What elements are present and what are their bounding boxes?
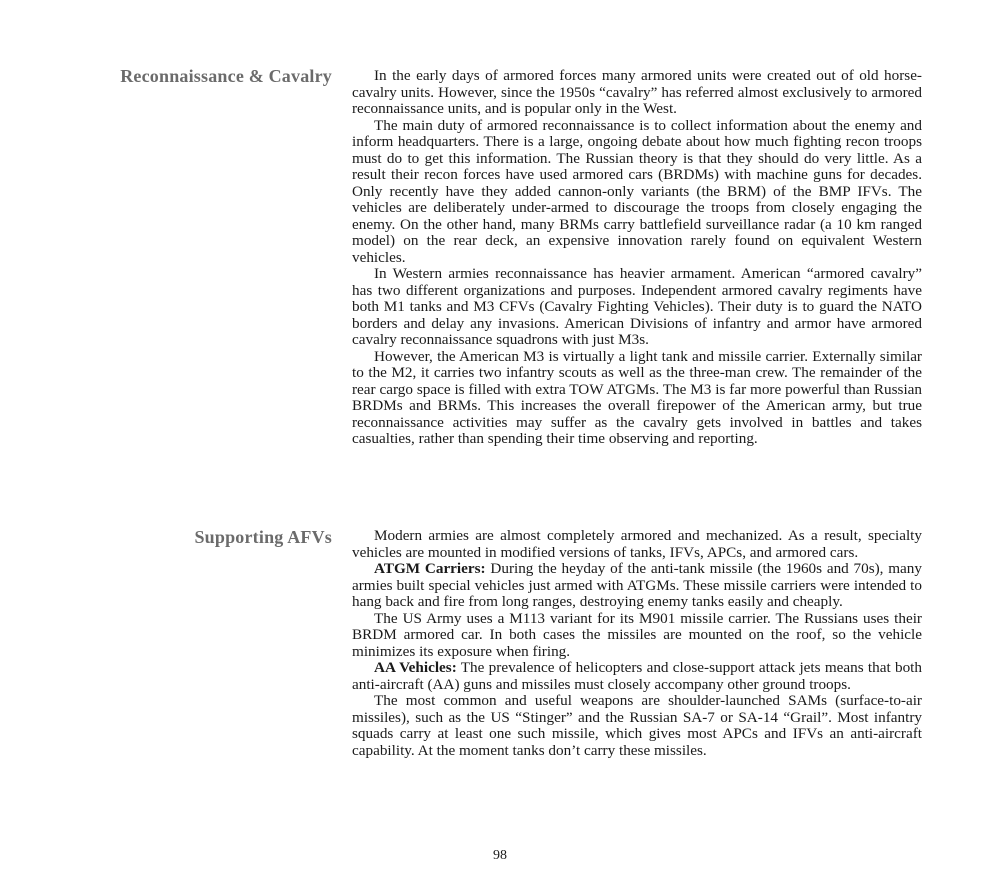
paragraph — [352, 68, 922, 118]
paragraph — [352, 528, 922, 561]
paragraph-text: In the early days of armored forces many armored units were created out of old horse-cavalry units. However, since the 1950s “cavalry” has referred almost exclusively to armored reconnaissance units, and is popular only in the West. — [352, 67, 922, 117]
paragraph — [352, 561, 922, 611]
section-body-reconnaissance — [352, 68, 922, 448]
paragraph — [352, 693, 922, 759]
paragraph — [352, 660, 922, 693]
paragraph-text: During the heyday of the anti-tank missile (the 1960s and 70s), many armies built special vehicles just armed with ATGMs. These missile carriers were intended to hang back and fire from long ranges, destroying enemy tanks easily and cheaply. — [352, 560, 922, 610]
paragraph-lead: AA Vehicles: — [374, 659, 457, 676]
paragraph-text: The prevalence of helicopters and close-support attack jets means that both anti-aircraft (AA) guns and missiles must closely accompany other ground troops. — [352, 659, 922, 693]
page-number: 98 — [493, 848, 507, 863]
section-heading-reconnaissance: Reconnaissance & Cavalry — [120, 66, 332, 86]
section-body-supporting-afvs — [352, 528, 922, 759]
paragraph — [352, 349, 922, 448]
paragraph — [352, 266, 922, 349]
paragraph-text: However, the American M3 is virtually a light tank and missile carrier. Externally similar to the M2, it carries two infantry scouts as well as the three-man crew. The remainder of the rear cargo space is filled with extra TOW ATGMs. The M3 is far more powerful than Russian BRDMs and BRMs. This increases the overall firepower of the American army, but true reconnaissance activities may suffer as the cavalry gets involved in battles and takes casualties, rather than spending their time observing and reporting. — [352, 347, 922, 447]
paragraph-text: The main duty of armored reconnaissance is to collect information about the enemy and inform headquarters. There is a large, ongoing debate about how much fighting recon troops must do to get this information. The Russian theory is that they should do very little. As a result their recon forces have used armored cars (BRDMs) with machine guns for decades. Only recently have they added cannon-only variants (the BRM) of the BMP IFVs. The vehicles are deliberately under-armed to discourage the troops from closely engaging the enemy. On the other hand, many BRMs carry battlefield surveillance radar (a 10 km ranged model) on the rear deck, an expensive innovation rarely found on equivalent Western vehicles. — [352, 116, 922, 266]
section-heading-supporting-afvs: Supporting AFVs — [194, 527, 332, 547]
paragraph-text: Modern armies are almost completely armored and mechanized. As a result, specialty vehicles are mounted in modified versions of tanks, IFVs, APCs, and armored cars. — [352, 527, 922, 561]
paragraph-text: In Western armies reconnaissance has heavier armament. American “armored cavalry” has two different organizations and purposes. Independent armored cavalry regiments have both M1 tanks and M3 CFVs (Cavalry Fighting Vehicles). Their duty is to guard the NATO borders and delay any invasions. American Divisions of infantry and armor have armored cavalry reconnaissance squadrons with just M3s. — [352, 265, 922, 348]
paragraph-text: The US Army uses a M113 variant for its M901 missile carrier. The Russians uses their BRDM armored car. In both cases the missiles are mounted on the roof, so the vehicle minimizes its exposure when firing. — [352, 609, 922, 660]
paragraph-text: The most common and useful weapons are shoulder-launched SAMs (surface-to-air missiles), such as the US “Stinger” and the Russian SA-7 or SA-14 “Grail”. Most infantry squads carry at least one such missile, which gives most APCs and IFVs an anti-aircraft capability. At the moment tanks don’t carry these missiles. — [352, 692, 922, 759]
paragraph — [352, 118, 922, 267]
paragraph — [352, 611, 922, 661]
paragraph-lead: ATGM Carriers: — [374, 560, 486, 577]
